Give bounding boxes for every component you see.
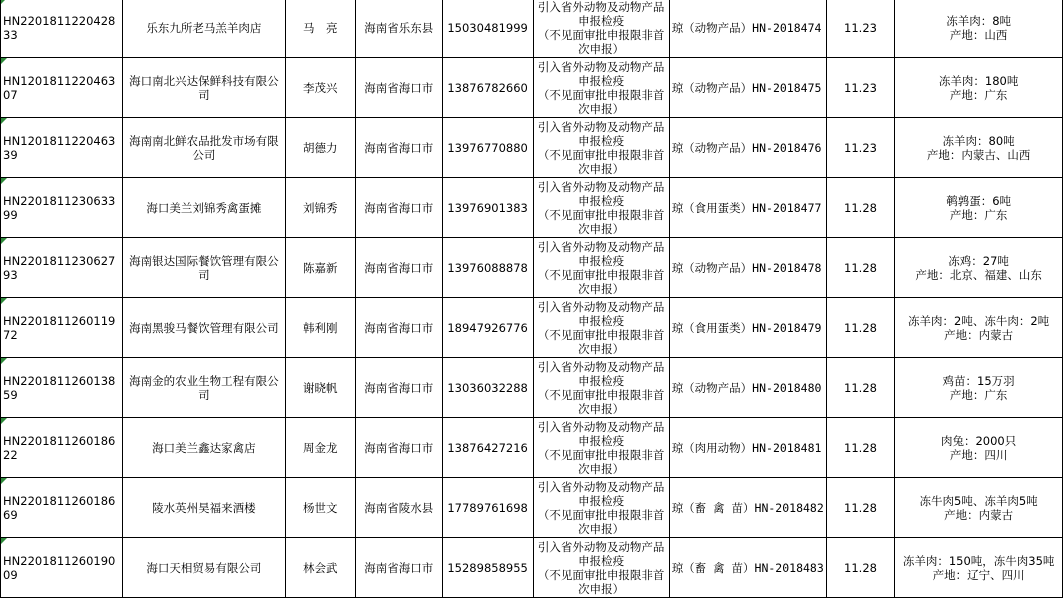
- declaration-type-line: 申报检疫: [578, 493, 625, 508]
- records-body: [1, 0, 1063, 598]
- remark-line: 产地：内蒙古: [944, 507, 1014, 522]
- application-id: HN120181122046339: [3, 133, 116, 162]
- phone-number: 13036032288: [442, 358, 533, 418]
- declaration-type-line: 申报检疫: [578, 193, 625, 208]
- remark-line: 产地：北京、福建、山东: [915, 267, 1042, 282]
- certificate-code: 琼（食用蛋类）HN-2018479: [669, 298, 826, 358]
- declaration-type-line: 申报检疫: [578, 133, 625, 148]
- company-name: 海南南北鲜农品批发市场有限公司: [123, 118, 285, 178]
- remark-line: 产地：内蒙古: [944, 327, 1014, 342]
- declaration-type-line: 申报检疫: [578, 553, 625, 568]
- cell-marker-icon: [1, 58, 7, 64]
- declaration-type-line: （不见面审批申报限非首: [537, 207, 665, 222]
- contact-person: 李茂兴: [285, 58, 355, 118]
- region: 海南省海口市: [355, 58, 442, 118]
- declaration-type-line: 次申报）: [578, 461, 625, 476]
- remark: [895, 238, 1063, 298]
- remark: [895, 418, 1063, 478]
- declaration-type-line: （不见面审批申报限非首: [537, 387, 665, 402]
- application-id-cell: [1, 358, 123, 418]
- declaration-type-line: 次申报）: [578, 101, 625, 116]
- application-id-cell: [1, 178, 123, 238]
- table-row: [1, 0, 1063, 58]
- region: 海南省海口市: [355, 118, 442, 178]
- date: 11.23: [826, 118, 894, 178]
- contact-person: 陈嘉新: [285, 238, 355, 298]
- remark-line: 冻羊肉：80吨: [942, 133, 1015, 148]
- cell-marker-icon: [1, 118, 7, 124]
- application-id-cell: [1, 58, 123, 118]
- contact-person: 韩利刚: [285, 298, 355, 358]
- declaration-type: [533, 538, 669, 598]
- remark: [895, 0, 1063, 58]
- region: 海南省海口市: [355, 538, 442, 598]
- declaration-type-line: 引入省外动物及动物产品: [537, 359, 665, 374]
- declaration-type: [533, 298, 669, 358]
- application-id: HN220181122042833: [3, 13, 116, 42]
- table-row: [1, 178, 1063, 238]
- company-name: 海南黑骏马餐饮管理有限公司: [123, 298, 285, 358]
- table-row: [1, 478, 1063, 538]
- table-row: [1, 298, 1063, 358]
- declaration-type-line: （不见面审批申报限非首: [537, 447, 665, 462]
- remark: [895, 538, 1063, 598]
- remark-line: 产地：广东: [949, 87, 1008, 102]
- date: 11.23: [826, 58, 894, 118]
- declaration-type: [533, 358, 669, 418]
- application-id-cell: [1, 538, 123, 598]
- declaration-type-line: （不见面审批申报限非首: [537, 27, 665, 42]
- phone-number: 18947926776: [442, 298, 533, 358]
- phone-number: 13976770880: [442, 118, 533, 178]
- remark-line: 冻鸡：27吨: [948, 253, 1009, 268]
- company-name: 海南银达国际餐饮管理有限公司: [123, 238, 285, 298]
- date: 11.28: [826, 298, 894, 358]
- declaration-type-line: 次申报）: [578, 281, 625, 296]
- application-id: HN220181126019009: [3, 553, 116, 582]
- application-id-cell: [1, 238, 123, 298]
- date: 11.28: [826, 178, 894, 238]
- contact-person: 林会武: [285, 538, 355, 598]
- contact-person: 谢晓帆: [285, 358, 355, 418]
- contact-person: 马 亮: [285, 0, 355, 58]
- application-id: HN120181122046307: [3, 73, 116, 102]
- cell-marker-icon: [1, 418, 7, 424]
- remark: [895, 298, 1063, 358]
- application-id: HN220181126011972: [3, 313, 116, 342]
- certificate-code: 琼（动物产品）HN-2018476: [669, 118, 826, 178]
- company-name: 海口天相贸易有限公司: [123, 538, 285, 598]
- date: 11.28: [826, 538, 894, 598]
- remark: [895, 58, 1063, 118]
- company-name: 海口美兰刘锦秀禽蛋摊: [123, 178, 285, 238]
- remark-line: 鸡苗：15万羽: [942, 373, 1015, 388]
- declaration-type-line: 次申报）: [578, 221, 625, 236]
- contact-person: 周金龙: [285, 418, 355, 478]
- application-id: HN220181126018622: [3, 433, 116, 462]
- certificate-code: 琼（动物产品）HN-2018475: [669, 58, 826, 118]
- table-row: [1, 238, 1063, 298]
- declaration-type: [533, 0, 669, 58]
- table-row: [1, 418, 1063, 478]
- application-id-cell: [1, 118, 123, 178]
- declaration-type: [533, 178, 669, 238]
- declaration-type-line: 次申报）: [578, 41, 625, 56]
- declaration-type: [533, 478, 669, 538]
- declaration-type-line: 申报检疫: [578, 373, 625, 388]
- declaration-type: [533, 238, 669, 298]
- region: 海南省陵水县: [355, 478, 442, 538]
- company-name: 乐东九所老马羔羊肉店: [123, 0, 285, 58]
- table-row: [1, 538, 1063, 598]
- contact-person: 刘锦秀: [285, 178, 355, 238]
- application-id: HN220181123063399: [3, 193, 116, 222]
- declaration-type-line: 申报检疫: [578, 433, 625, 448]
- region: 海南省海口市: [355, 358, 442, 418]
- remark: [895, 358, 1063, 418]
- phone-number: 15289858955: [442, 538, 533, 598]
- remark-line: 冻羊肉：8吨: [946, 13, 1012, 28]
- phone-number: 13876427216: [442, 418, 533, 478]
- date: 11.28: [826, 238, 894, 298]
- remark-line: 冻牛肉5吨、冻羊肉5吨: [919, 493, 1038, 508]
- application-id: HN220181126018669: [3, 493, 116, 522]
- declaration-type: [533, 58, 669, 118]
- certificate-code: 琼（动物产品）HN-2018474: [669, 0, 826, 58]
- declaration-type-line: 申报检疫: [578, 313, 625, 328]
- application-id-cell: [1, 298, 123, 358]
- remark: [895, 478, 1063, 538]
- declaration-type-line: （不见面审批申报限非首: [537, 327, 665, 342]
- remark-line: 冻羊肉：180吨: [938, 73, 1019, 88]
- remark-line: 产地：广东: [949, 207, 1008, 222]
- declaration-type-line: 次申报）: [578, 581, 625, 596]
- region: 海南省海口市: [355, 238, 442, 298]
- cell-marker-icon: [1, 0, 7, 4]
- phone-number: 13876782660: [442, 58, 533, 118]
- declaration-type-line: 引入省外动物及动物产品: [537, 59, 665, 74]
- declaration-type-line: 申报检疫: [578, 73, 625, 88]
- application-id: HN220181126013859: [3, 373, 116, 402]
- declaration-type-line: （不见面审批申报限非首: [537, 567, 665, 582]
- contact-person: 杨世文: [285, 478, 355, 538]
- declaration-type: [533, 118, 669, 178]
- remark-line: 产地：山西: [949, 27, 1008, 42]
- cell-marker-icon: [1, 178, 7, 184]
- declaration-type-line: 申报检疫: [578, 13, 625, 28]
- certificate-code: 琼（肉用动物）HN-2018481: [669, 418, 826, 478]
- remark-line: 冻羊肉：150吨，冻牛肉35吨: [902, 553, 1055, 568]
- company-name: 海口美兰鑫达家禽店: [123, 418, 285, 478]
- declaration-type-line: 引入省外动物及动物产品: [537, 119, 665, 134]
- date: 11.28: [826, 478, 894, 538]
- declaration-type-line: 次申报）: [578, 341, 625, 356]
- declaration-type-line: 申报检疫: [578, 253, 625, 268]
- region: 海南省海口市: [355, 178, 442, 238]
- remark: [895, 178, 1063, 238]
- declaration-type-line: 次申报）: [578, 161, 625, 176]
- declaration-type-line: （不见面审批申报限非首: [537, 507, 665, 522]
- application-id-cell: [1, 0, 123, 58]
- declaration-type-line: 次申报）: [578, 521, 625, 536]
- region: 海南省海口市: [355, 298, 442, 358]
- declaration-type-line: 引入省外动物及动物产品: [537, 539, 665, 554]
- certificate-code: 琼（食用蛋类）HN-2018477: [669, 178, 826, 238]
- declaration-type: [533, 418, 669, 478]
- remark-line: 肉兔：2000只: [940, 433, 1017, 448]
- phone-number: 17789761698: [442, 478, 533, 538]
- company-name: 海南金的农业生物工程有限公司: [123, 358, 285, 418]
- certificate-code: 琼（动物产品）HN-2018480: [669, 358, 826, 418]
- certificate-code: 琼（动物产品）HN-2018478: [669, 238, 826, 298]
- table-row: [1, 118, 1063, 178]
- declaration-type-line: 次申报）: [578, 401, 625, 416]
- date: 11.23: [826, 0, 894, 58]
- certificate-code: 琼（畜 禽 苗）HN-2018482: [669, 478, 826, 538]
- declaration-type-line: 引入省外动物及动物产品: [537, 179, 665, 194]
- application-id-cell: [1, 418, 123, 478]
- table-row: [1, 58, 1063, 118]
- remark-line: 产地：广东: [949, 387, 1008, 402]
- contact-person: 胡德力: [285, 118, 355, 178]
- table-row: [1, 358, 1063, 418]
- declaration-type-line: （不见面审批申报限非首: [537, 87, 665, 102]
- company-name: 陵水英州昊福来酒楼: [123, 478, 285, 538]
- cell-marker-icon: [1, 238, 7, 244]
- phone-number: 13976901383: [442, 178, 533, 238]
- declaration-type-line: 引入省外动物及动物产品: [537, 419, 665, 434]
- remark: [895, 118, 1063, 178]
- declaration-type-line: （不见面审批申报限非首: [537, 147, 665, 162]
- date: 11.28: [826, 418, 894, 478]
- certificate-code: 琼（畜 禽 苗）HN-2018483: [669, 538, 826, 598]
- company-name: 海口南北兴达保鲜科技有限公司: [123, 58, 285, 118]
- cell-marker-icon: [1, 538, 7, 544]
- date: 11.28: [826, 358, 894, 418]
- remark-line: 产地：辽宁、四川: [932, 567, 1025, 582]
- region: 海南省海口市: [355, 418, 442, 478]
- cell-marker-icon: [1, 298, 7, 304]
- declaration-type-line: 引入省外动物及动物产品: [537, 479, 665, 494]
- remark-line: 鹌鹑蛋：6吨: [946, 193, 1012, 208]
- declaration-type-line: 引入省外动物及动物产品: [537, 0, 665, 14]
- cell-marker-icon: [1, 478, 7, 484]
- phone-number: 13976088878: [442, 238, 533, 298]
- declaration-type-line: 引入省外动物及动物产品: [537, 239, 665, 254]
- application-id-cell: [1, 478, 123, 538]
- phone-number: 15030481999: [442, 0, 533, 58]
- remark-line: 产地：四川: [949, 447, 1008, 462]
- declaration-type-line: 引入省外动物及动物产品: [537, 299, 665, 314]
- remark-line: 冻羊肉：2吨、冻牛肉：2吨: [908, 313, 1050, 328]
- cell-marker-icon: [1, 358, 7, 364]
- application-id: HN220181123062793: [3, 253, 116, 282]
- remark-line: 产地：内蒙古、山西: [926, 147, 1031, 162]
- declaration-type-line: （不见面审批申报限非首: [537, 267, 665, 282]
- region: 海南省乐东县: [355, 0, 442, 58]
